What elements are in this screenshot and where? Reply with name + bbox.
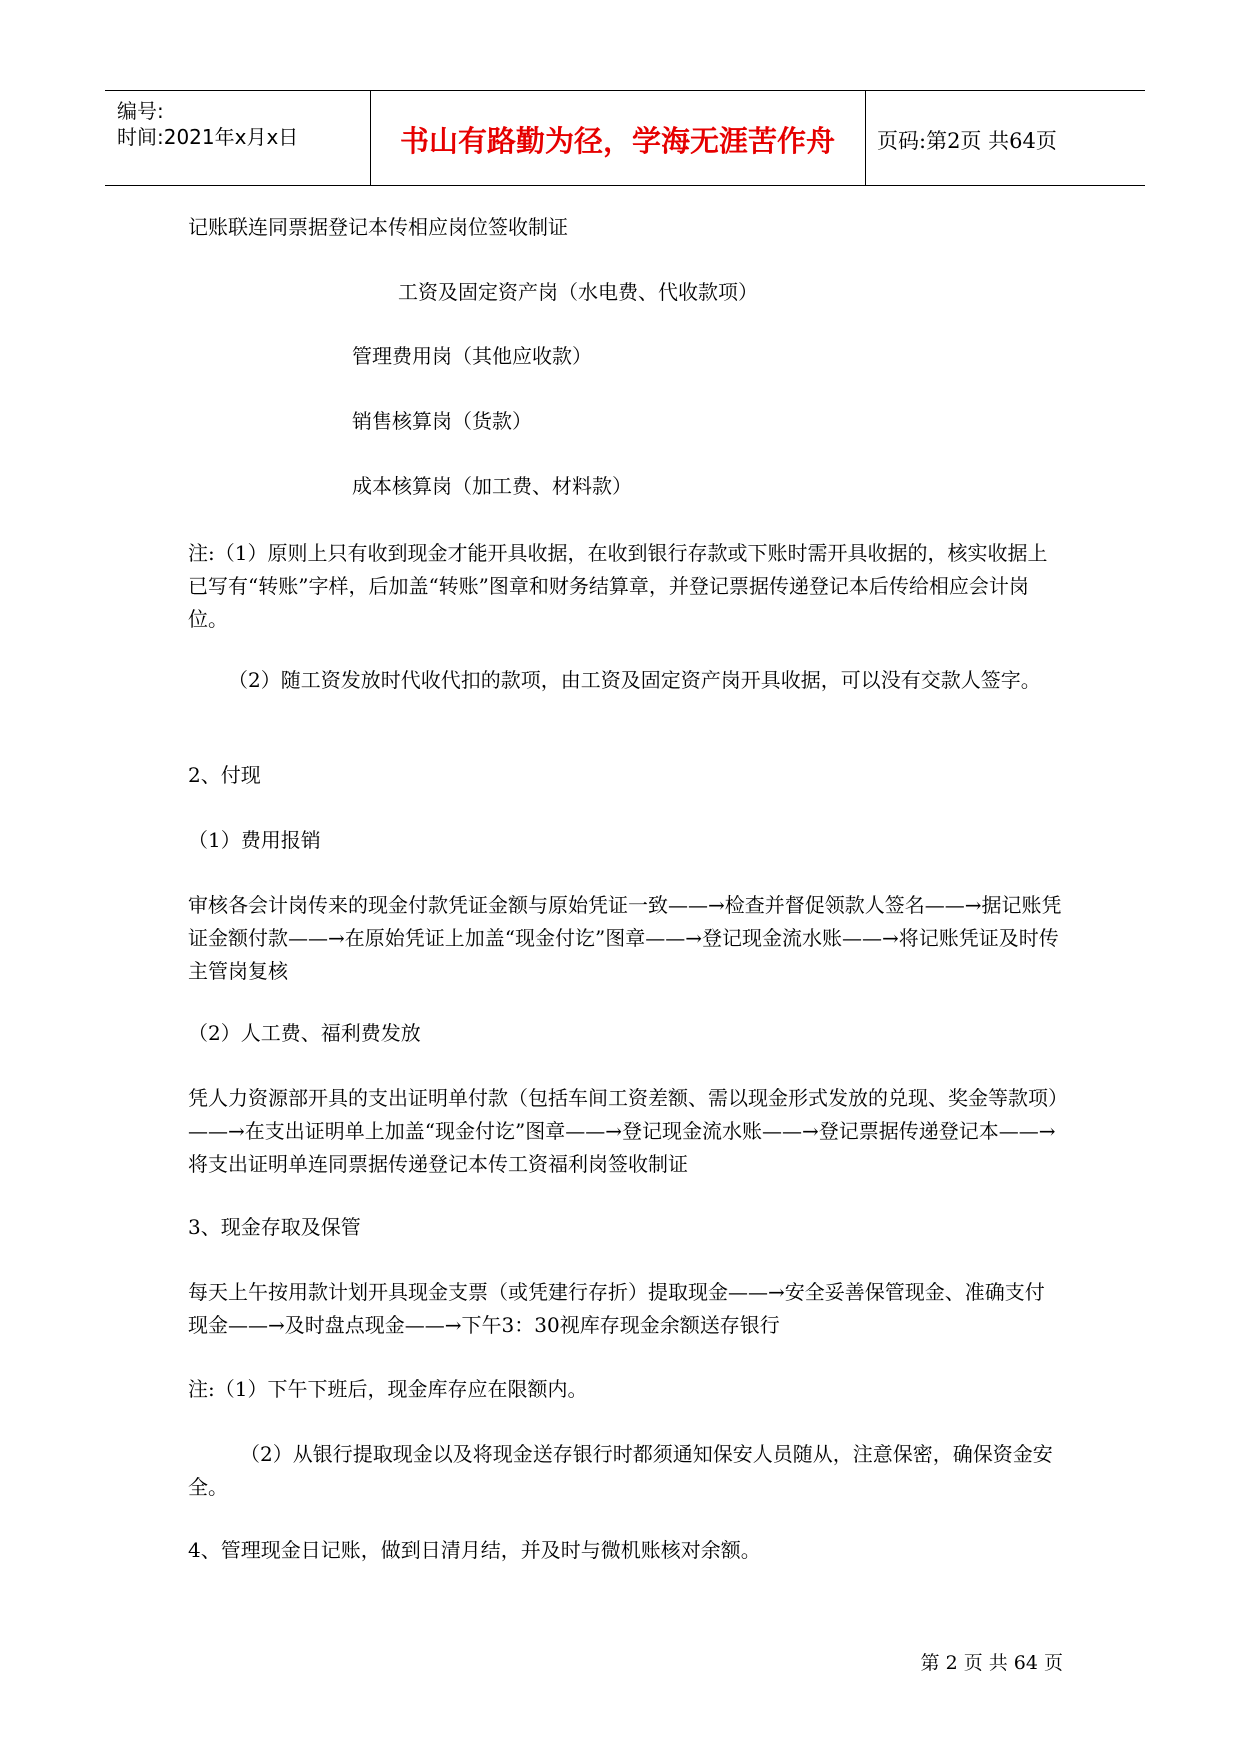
page-header — [105, 90, 1145, 186]
note-security-escort: （2）从银行提取现金以及将现金送存银行时都须通知保安人员随从，注意保密，确保资金安全。 — [188, 1442, 1053, 1499]
note-payroll-deduction: （2）随工资发放时代收代扣的款项，由工资及固定资产岗开具收据，可以没有交款人签字。 — [228, 668, 1041, 692]
section-heading-cash-storage: 3、现金存取及保管 — [188, 1215, 361, 1239]
document-number-label: 编号: — [117, 99, 164, 123]
post-cost: 成本核算岗（加工费、材料款） — [352, 474, 632, 498]
note-cash-limit: 注:（1）下午下班后，现金库存应在限额内。 — [188, 1377, 588, 1401]
post-sales: 销售核算岗（货款） — [352, 409, 532, 433]
section-heading-payment: 2、付现 — [188, 763, 261, 787]
paragraph-salary-process: 凭人力资源部开具的支出证明单付款（包括车间工资差额、需以现金形式发放的兑现、奖金等款项）——→在支出证明单上加盖“现金付讫”图章——→登记现金流水账——→登记票据传递登记本——→将支出证明单连同票据传递登记本传工资福利岗签收制证 — [188, 1086, 1058, 1176]
post-admin-expense: 管理费用岗（其他应收款） — [352, 344, 592, 368]
paragraph-cash-storage: 每天上午按用款计划开具现金支票（或凭建行存折）提取现金——→安全妥善保管现金、准确支付现金——→及时盘点现金——→下午3：30视库存现金余额送存银行 — [188, 1280, 1045, 1337]
subsection-salary-welfare: （2）人工费、福利费发放 — [188, 1021, 421, 1045]
header-meta-cell — [105, 91, 371, 185]
header-motto-cell — [370, 91, 866, 185]
section-heading-cash-journal: 4、管理现金日记账，做到日清月结，并及时与微机账核对余额。 — [188, 1538, 761, 1562]
header-page-number: 页码:第2页 共64页 — [877, 129, 1057, 153]
paragraph-transfer: 记账联连同票据登记本传相应岗位签收制证 — [188, 215, 568, 239]
header-motto: 书山有路勤为径，学海无涯苦作舟 — [399, 124, 835, 158]
header-page-cell — [865, 91, 1145, 185]
paragraph-expense-process: 审核各会计岗传来的现金付款凭证金额与原始凭证一致——→检查并督促领款人签名——→据记账凭证金额付款——→在原始凭证上加盖“现金付讫”图章——→登记现金流水账——→将记账凭证及时传主管岗复核 — [188, 893, 1062, 983]
post-salary-assets: 工资及固定资产岗（水电费、代收款项） — [398, 280, 758, 304]
footer-page-number: 第 2 页 共 64 页 — [920, 1652, 1063, 1674]
note-receipt-rule: 注:（1）原则上只有收到现金才能开具收据，在收到银行存款或下账时需开具收据的，核实收据上已写有“转账”字样，后加盖“转账”图章和财务结算章，并登记票据传递登记本后传给相应会计岗位。 — [188, 541, 1048, 631]
subsection-expense-reimbursement: （1）费用报销 — [188, 828, 321, 852]
document-time-label: 时间:2021年x月x日 — [117, 125, 299, 149]
